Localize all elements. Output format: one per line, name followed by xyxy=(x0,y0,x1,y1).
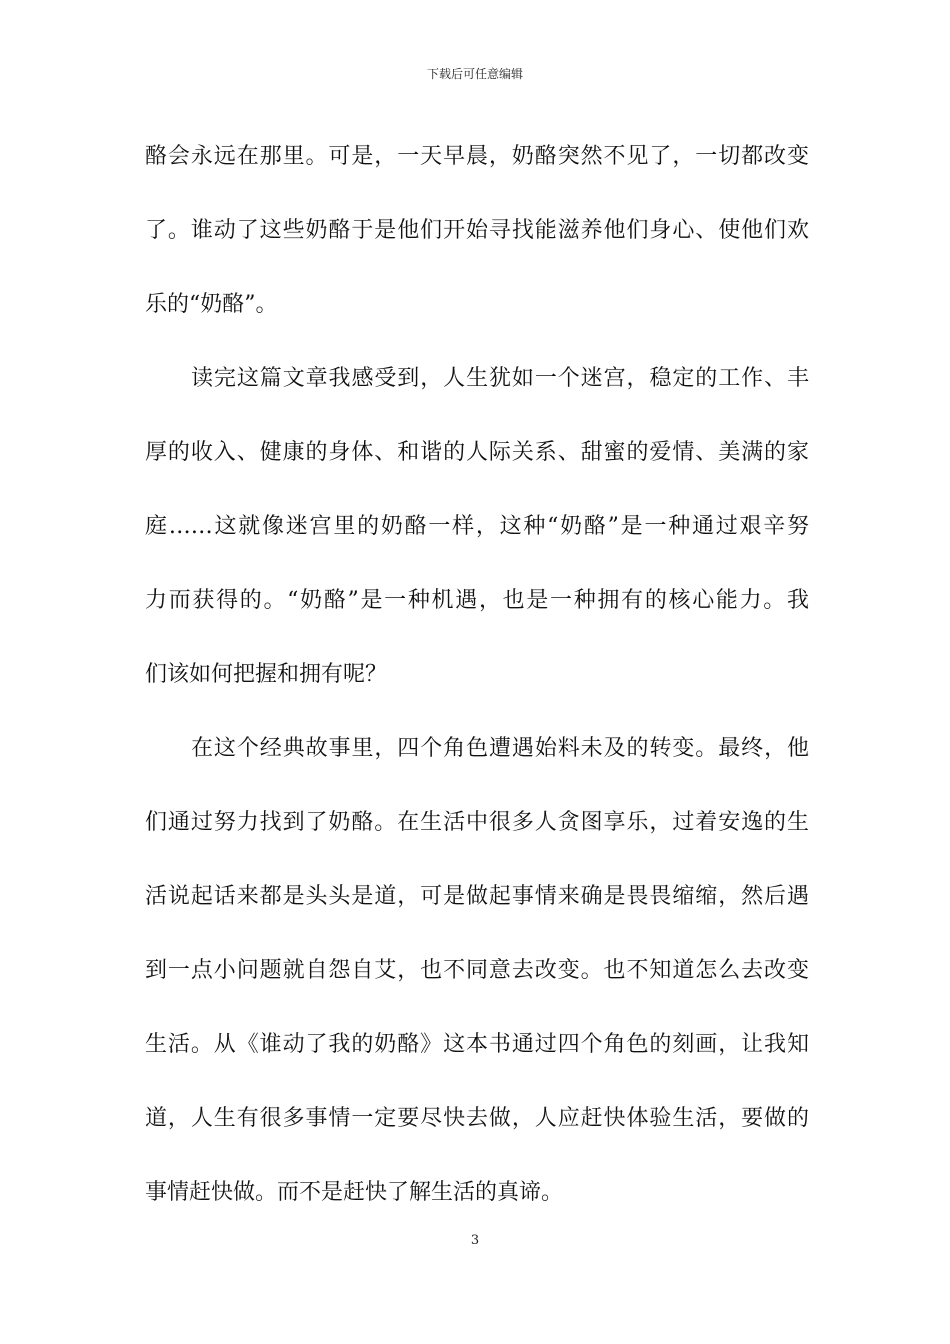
text-line: 厚的收入、健康的身体、和谐的人际关系、甜蜜的爱情、美满的家 xyxy=(145,440,809,465)
text-line: 在这个经典故事里，四个角色遭遇始料未及的转变。最终，他 xyxy=(191,736,809,761)
text-line: 力而获得的。“奶酪”是一种机遇，也是一种拥有的核心能力。我 xyxy=(145,588,809,613)
text-line: 们该如何把握和拥有呢？ xyxy=(145,662,388,687)
document-body xyxy=(145,120,809,1230)
text-line: 活说起话来都是头头是道，可是做起事情来确是畏畏缩缩，然后遇 xyxy=(145,884,809,909)
text-line: 事情赶快做。而不是赶快了解生活的真谛。 xyxy=(145,1180,564,1205)
text-line: 生活。从《谁动了我的奶酪》这本书通过四个角色的刻画，让我知 xyxy=(145,1032,809,1057)
text-line: 读完这篇文章我感受到，人生犹如一个迷宫，稳定的工作、丰 xyxy=(191,366,809,391)
text-line: 酪会永远在那里。可是，一天早晨，奶酪突然不见了，一切都改变 xyxy=(145,144,809,169)
text-line: 们通过努力找到了奶酪。在生活中很多人贪图享乐，过着安逸的生 xyxy=(145,810,809,835)
paragraph-1 xyxy=(145,120,809,342)
text-line: 庭……这就像迷宫里的奶酪一样，这种“奶酪”是一种通过艰辛努 xyxy=(145,514,809,539)
paragraph-2 xyxy=(145,342,809,712)
text-line: 了。谁动了这些奶酪于是他们开始寻找能滋养他们身心、使他们欢 xyxy=(145,218,809,243)
text-line: 道，人生有很多事情一定要尽快去做，人应赶快体验生活，要做的 xyxy=(145,1106,809,1131)
page-header: 下载后可任意编辑 xyxy=(426,67,523,81)
page-number: 3 xyxy=(470,1233,480,1248)
text-line: 乐的“奶酪”。 xyxy=(145,292,278,317)
text-line: 到一点小问题就自怨自艾，也不同意去改变。也不知道怎么去改变 xyxy=(145,958,809,983)
paragraph-3 xyxy=(145,712,809,1230)
